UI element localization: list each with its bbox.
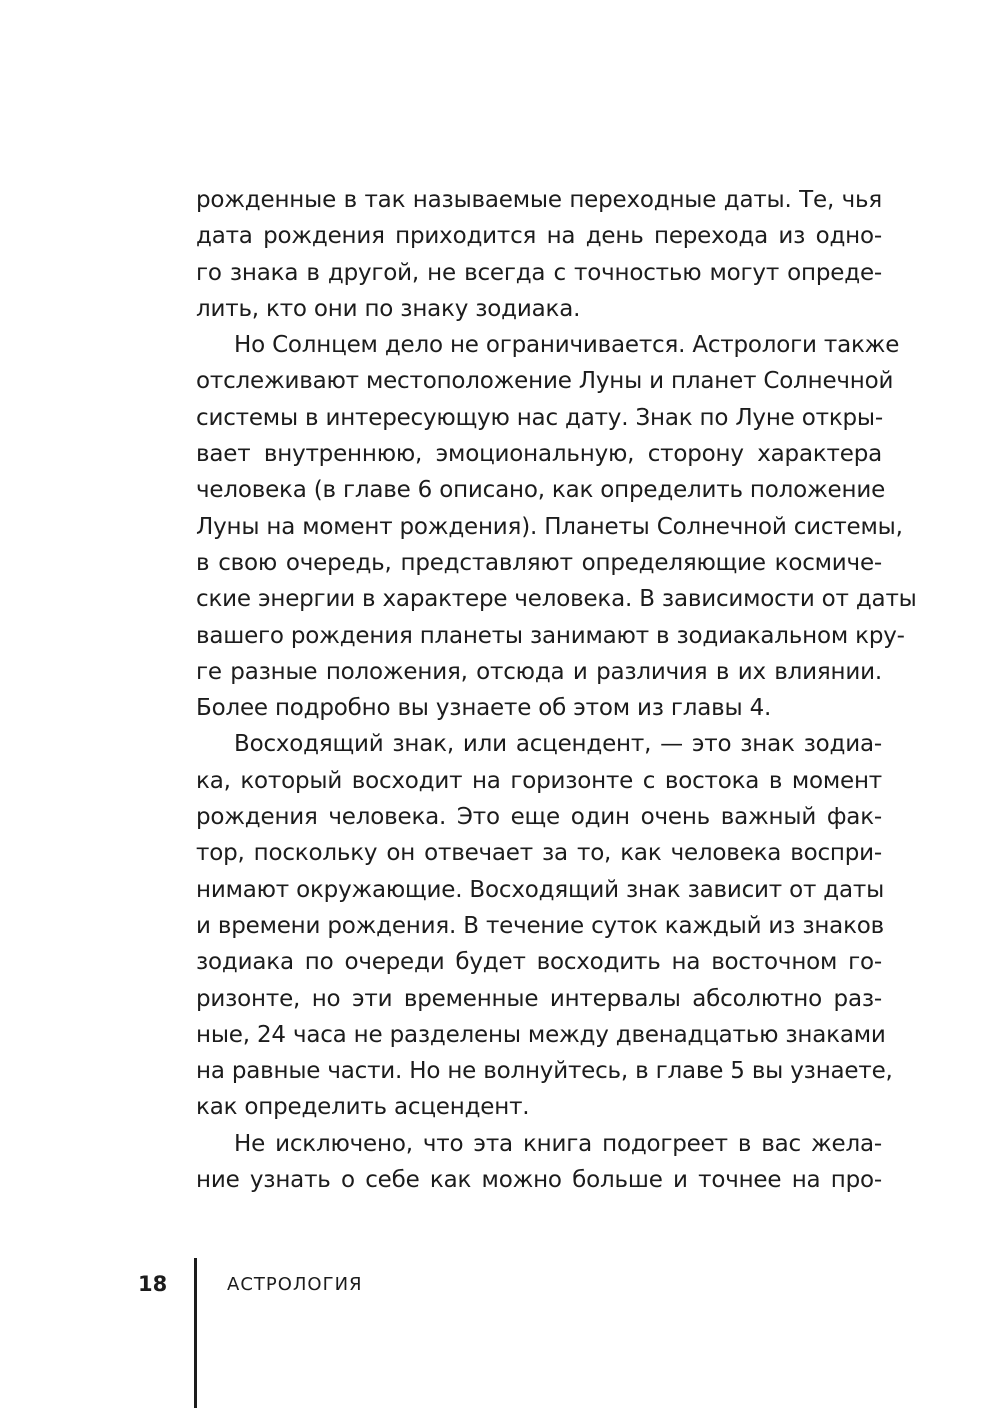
footer-divider <box>194 1258 197 1408</box>
text-line: ризонте, но эти временные интервалы абсолютно раз- <box>196 985 882 1012</box>
text-line: ге разные положения, отсюда и различия в их влиянии. <box>196 658 882 685</box>
text-line: дата рождения приходится на день перехода из одно- <box>196 223 882 250</box>
text-line: Но Солнцем дело не ограничивается. Астрологи также <box>234 332 900 359</box>
text-line: зодиака по очереди будет восходить на восточном го- <box>196 949 882 976</box>
text-line: ка, который восходит на горизонте с востока в момент <box>196 767 882 794</box>
text-line: рождения человека. Это еще один очень важный фак- <box>196 804 882 831</box>
text-line: рожденные в так называемые переходные даты. Те, чья <box>196 187 882 213</box>
text-line: тор, поскольку он отвечает за то, как человека воспри- <box>196 840 882 867</box>
text-line: ные, 24 часа не разделены между двенадцатью знаками <box>196 1021 886 1048</box>
page-number: 18 <box>138 1272 168 1296</box>
text-line: системы в интересующую нас дату. Знак по Луне откры- <box>196 404 883 431</box>
text-line: вает внутреннюю, эмоциональную, сторону характера <box>196 441 882 468</box>
text-line: Луны на момент рождения). Планеты Солнечной системы, <box>196 513 903 540</box>
text-line: ние узнать о себе как можно больше и точнее на про- <box>196 1167 882 1194</box>
text-line: лить, кто они по знаку зодиака. <box>196 295 581 322</box>
text-line: Не исключено, что эта книга подогреет в вас жела- <box>234 1130 882 1157</box>
text-line: Восходящий знак, или асцендент, — это знак зодиа- <box>234 731 882 758</box>
text-line: го знака в другой, не всегда с точностью могут опреде- <box>196 259 882 286</box>
text-line: и времени рождения. В течение суток каждый из знаков <box>196 912 885 939</box>
text-line: как определить асцендент. <box>196 1094 530 1121</box>
text-line: ские энергии в характере человека. В зависимости от даты <box>196 586 917 613</box>
text-line: в свою очередь, представляют определяющие космиче- <box>196 549 882 576</box>
text-line: нимают окружающие. Восходящий знак зависит от даты <box>196 876 885 903</box>
body-text <box>196 182 917 1198</box>
text-line: человека (в главе 6 описано, как определить положение <box>196 477 886 504</box>
text-line: отслеживают местоположение Луны и планет Солнечной <box>196 368 894 395</box>
text-line: на равные части. Но не волнуйтесь, в главе 5 вы узнаете, <box>196 1058 893 1085</box>
text-line: вашего рождения планеты занимают в зодиакальном кру- <box>196 622 905 649</box>
running-title: АСТРОЛОГИЯ <box>227 1274 363 1295</box>
text-line: Более подробно вы узнаете об этом из главы 4. <box>196 695 772 722</box>
